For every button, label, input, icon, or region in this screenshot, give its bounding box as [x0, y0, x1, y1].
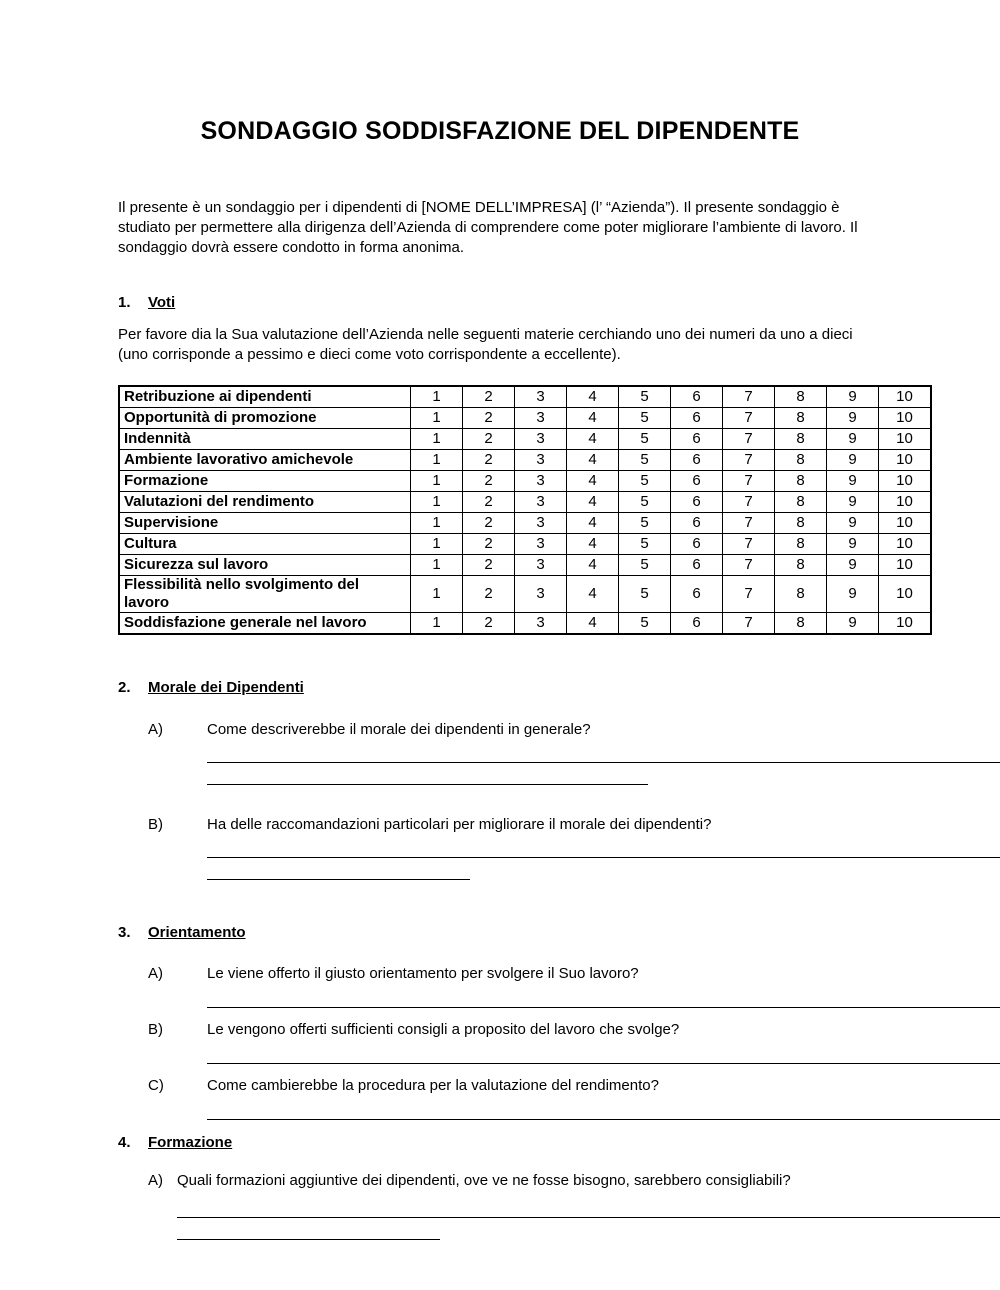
table-row	[119, 450, 931, 471]
rating-value: 2	[463, 386, 515, 408]
rating-value: 1	[411, 492, 463, 513]
category-label: Soddisfazione generale nel lavoro	[119, 613, 411, 635]
question-block	[148, 1171, 1000, 1240]
rating-value: 7	[723, 429, 775, 450]
section-3-title: Orientamento	[148, 924, 246, 941]
section-1-number: 1.	[118, 294, 131, 311]
rating-value: 5	[619, 513, 671, 534]
category-label: Formazione	[119, 471, 411, 492]
rating-value: 2	[463, 429, 515, 450]
rating-value: 6	[671, 492, 723, 513]
category-label: Supervisione	[119, 513, 411, 534]
rating-value: 3	[515, 534, 567, 555]
answer-line	[207, 836, 1000, 858]
answer-line	[207, 858, 470, 880]
rating-value: 8	[775, 450, 827, 471]
rating-value: 3	[515, 613, 567, 635]
question-body	[207, 1020, 1000, 1064]
rating-instructions: Per favore dia la Sua valutazione dell’Azienda nelle seguenti materie cerchiando uno dei numeri da uno a dieci (uno corrisponde a pessimo e dieci come voto corrispondente a eccellente).	[118, 326, 853, 363]
rating-value: 8	[775, 408, 827, 429]
rating-value: 2	[463, 534, 515, 555]
category-label: Flessibilità nello svolgimento del lavoro	[119, 576, 411, 613]
rating-value: 6	[671, 450, 723, 471]
ratings-table	[118, 385, 932, 635]
question-block	[148, 964, 1000, 1008]
rating-value: 6	[671, 471, 723, 492]
rating-value: 8	[775, 576, 827, 613]
section-4-title: Formazione	[148, 1134, 233, 1151]
rating-value: 3	[515, 408, 567, 429]
rating-value: 5	[619, 555, 671, 576]
rating-value: 9	[827, 408, 879, 429]
category-label: Ambiente lavorativo amichevole	[119, 450, 411, 471]
answer-line	[207, 1098, 1000, 1120]
section-1-heading	[118, 294, 1000, 311]
question-text: Ha delle raccomandazioni particolari per migliorare il morale dei dipendenti?	[207, 816, 712, 833]
rating-value: 10	[879, 576, 932, 613]
rating-value: 5	[619, 450, 671, 471]
rating-value: 8	[775, 513, 827, 534]
rating-value: 5	[619, 386, 671, 408]
rating-value: 3	[515, 492, 567, 513]
rating-value: 10	[879, 613, 932, 635]
rating-value: 7	[723, 555, 775, 576]
rating-value: 3	[515, 555, 567, 576]
rating-value: 9	[827, 513, 879, 534]
section-2-heading	[118, 679, 1000, 696]
rating-value: 6	[671, 613, 723, 635]
rating-value: 9	[827, 576, 879, 613]
question-body	[177, 1171, 1000, 1240]
rating-value: 9	[827, 471, 879, 492]
rating-value: 7	[723, 408, 775, 429]
answer-line	[177, 1196, 1000, 1218]
question-body	[207, 964, 1000, 1008]
section-3-heading	[118, 924, 1000, 941]
table-row	[119, 429, 931, 450]
rating-value: 10	[879, 513, 932, 534]
rating-value: 7	[723, 492, 775, 513]
table-row	[119, 534, 931, 555]
table-row	[119, 576, 931, 613]
rating-value: 8	[775, 555, 827, 576]
rating-value: 9	[827, 386, 879, 408]
question-body	[207, 815, 1000, 880]
rating-value: 1	[411, 450, 463, 471]
rating-value: 8	[775, 386, 827, 408]
question-text: Le viene offerto il giusto orientamento per svolgere il Suo lavoro?	[207, 965, 639, 982]
rating-value: 1	[411, 471, 463, 492]
rating-value: 2	[463, 576, 515, 613]
rating-value: 9	[827, 450, 879, 471]
answer-line	[207, 986, 1000, 1008]
rating-value: 4	[567, 408, 619, 429]
intro-paragraph: Il presente è un sondaggio per i dipendenti di [NOME DELL’IMPRESA] (l’ “Azienda”). Il presente sondaggio è studiato per permettere alla dirigenza dell’Azienda di comprendere come poter migliorare l’ambiente di lavoro. Il sondaggio dovrà essere condotto in forma anonima.	[118, 199, 858, 256]
rating-value: 7	[723, 576, 775, 613]
rating-value: 4	[567, 386, 619, 408]
rating-value: 4	[567, 613, 619, 635]
question-letter: A)	[148, 721, 163, 738]
rating-value: 4	[567, 534, 619, 555]
section-3-number: 3.	[118, 924, 131, 941]
rating-value: 5	[619, 429, 671, 450]
rating-value: 9	[827, 429, 879, 450]
rating-value: 7	[723, 450, 775, 471]
rating-value: 5	[619, 492, 671, 513]
rating-value: 5	[619, 534, 671, 555]
rating-value: 4	[567, 429, 619, 450]
rating-value: 3	[515, 471, 567, 492]
rating-value: 2	[463, 408, 515, 429]
section-4-heading	[118, 1134, 1000, 1151]
rating-value: 10	[879, 555, 932, 576]
question-text: Quali formazioni aggiuntive dei dipendenti, ove ve ne fosse bisogno, sarebbero consigliabili?	[177, 1172, 791, 1189]
table-row	[119, 513, 931, 534]
rating-value: 9	[827, 492, 879, 513]
category-label: Opportunità di promozione	[119, 408, 411, 429]
rating-value: 7	[723, 386, 775, 408]
table-row	[119, 471, 931, 492]
rating-value: 4	[567, 492, 619, 513]
section-2-number: 2.	[118, 679, 131, 696]
rating-value: 10	[879, 492, 932, 513]
rating-value: 8	[775, 492, 827, 513]
rating-value: 1	[411, 408, 463, 429]
question-letter: B)	[148, 1021, 163, 1038]
rating-value: 10	[879, 450, 932, 471]
category-label: Cultura	[119, 534, 411, 555]
rating-value: 7	[723, 513, 775, 534]
rating-value: 4	[567, 450, 619, 471]
rating-value: 8	[775, 613, 827, 635]
question-letter: A)	[148, 1172, 163, 1189]
category-label: Indennità	[119, 429, 411, 450]
question-block	[148, 1076, 1000, 1120]
rating-value: 3	[515, 386, 567, 408]
rating-value: 2	[463, 613, 515, 635]
rating-value: 10	[879, 386, 932, 408]
rating-value: 6	[671, 576, 723, 613]
section-2-title: Morale dei Dipendenti	[148, 679, 304, 696]
rating-value: 1	[411, 555, 463, 576]
question-block	[148, 1020, 1000, 1064]
rating-value: 3	[515, 429, 567, 450]
rating-value: 10	[879, 408, 932, 429]
rating-value: 3	[515, 450, 567, 471]
table-row	[119, 386, 931, 408]
rating-value: 5	[619, 613, 671, 635]
section-1-title: Voti	[148, 294, 176, 311]
question-letter: A)	[148, 965, 163, 982]
table-row	[119, 492, 931, 513]
category-label: Retribuzione ai dipendenti	[119, 386, 411, 408]
ratings-table-body	[119, 386, 931, 634]
rating-value: 2	[463, 450, 515, 471]
rating-value: 2	[463, 513, 515, 534]
answer-line	[177, 1218, 440, 1240]
rating-value: 8	[775, 471, 827, 492]
question-body	[207, 1076, 1000, 1120]
question-text: Come cambierebbe la procedura per la valutazione del rendimento?	[207, 1077, 659, 1094]
rating-value: 1	[411, 513, 463, 534]
rating-value: 4	[567, 471, 619, 492]
rating-value: 6	[671, 513, 723, 534]
rating-value: 3	[515, 513, 567, 534]
rating-value: 9	[827, 613, 879, 635]
table-row	[119, 613, 931, 635]
rating-value: 2	[463, 492, 515, 513]
answer-line	[207, 763, 648, 785]
question-block	[148, 720, 1000, 785]
document-title: SONDAGGIO SODDISFAZIONE DEL DIPENDENTE	[200, 117, 800, 145]
question-block	[148, 815, 1000, 880]
rating-value: 6	[671, 534, 723, 555]
rating-value: 4	[567, 555, 619, 576]
rating-value: 5	[619, 576, 671, 613]
rating-value: 5	[619, 471, 671, 492]
rating-value: 1	[411, 534, 463, 555]
answer-line	[207, 1042, 1000, 1064]
rating-value: 7	[723, 613, 775, 635]
rating-value: 8	[775, 534, 827, 555]
question-letter: B)	[148, 816, 163, 833]
rating-value: 2	[463, 471, 515, 492]
category-label: Sicurezza sul lavoro	[119, 555, 411, 576]
category-label: Valutazioni del rendimento	[119, 492, 411, 513]
rating-value: 4	[567, 576, 619, 613]
rating-value: 1	[411, 386, 463, 408]
rating-value: 7	[723, 534, 775, 555]
rating-value: 9	[827, 534, 879, 555]
table-row	[119, 555, 931, 576]
rating-value: 1	[411, 613, 463, 635]
rating-value: 1	[411, 429, 463, 450]
question-body	[207, 720, 1000, 785]
rating-value: 10	[879, 534, 932, 555]
rating-value: 7	[723, 471, 775, 492]
section-4-number: 4.	[118, 1134, 131, 1151]
table-row	[119, 408, 931, 429]
rating-value: 6	[671, 408, 723, 429]
rating-value: 6	[671, 386, 723, 408]
rating-value: 1	[411, 576, 463, 613]
question-letter: C)	[148, 1077, 164, 1094]
rating-value: 2	[463, 555, 515, 576]
rating-value: 9	[827, 555, 879, 576]
rating-value: 5	[619, 408, 671, 429]
question-text: Come descriverebbe il morale dei dipendenti in generale?	[207, 721, 591, 738]
question-text: Le vengono offerti sufficienti consigli a proposito del lavoro che svolge?	[207, 1021, 680, 1038]
rating-value: 6	[671, 555, 723, 576]
rating-value: 6	[671, 429, 723, 450]
rating-value: 3	[515, 576, 567, 613]
rating-value: 8	[775, 429, 827, 450]
rating-value: 10	[879, 429, 932, 450]
rating-value: 4	[567, 513, 619, 534]
rating-value: 10	[879, 471, 932, 492]
answer-line	[207, 741, 1000, 763]
